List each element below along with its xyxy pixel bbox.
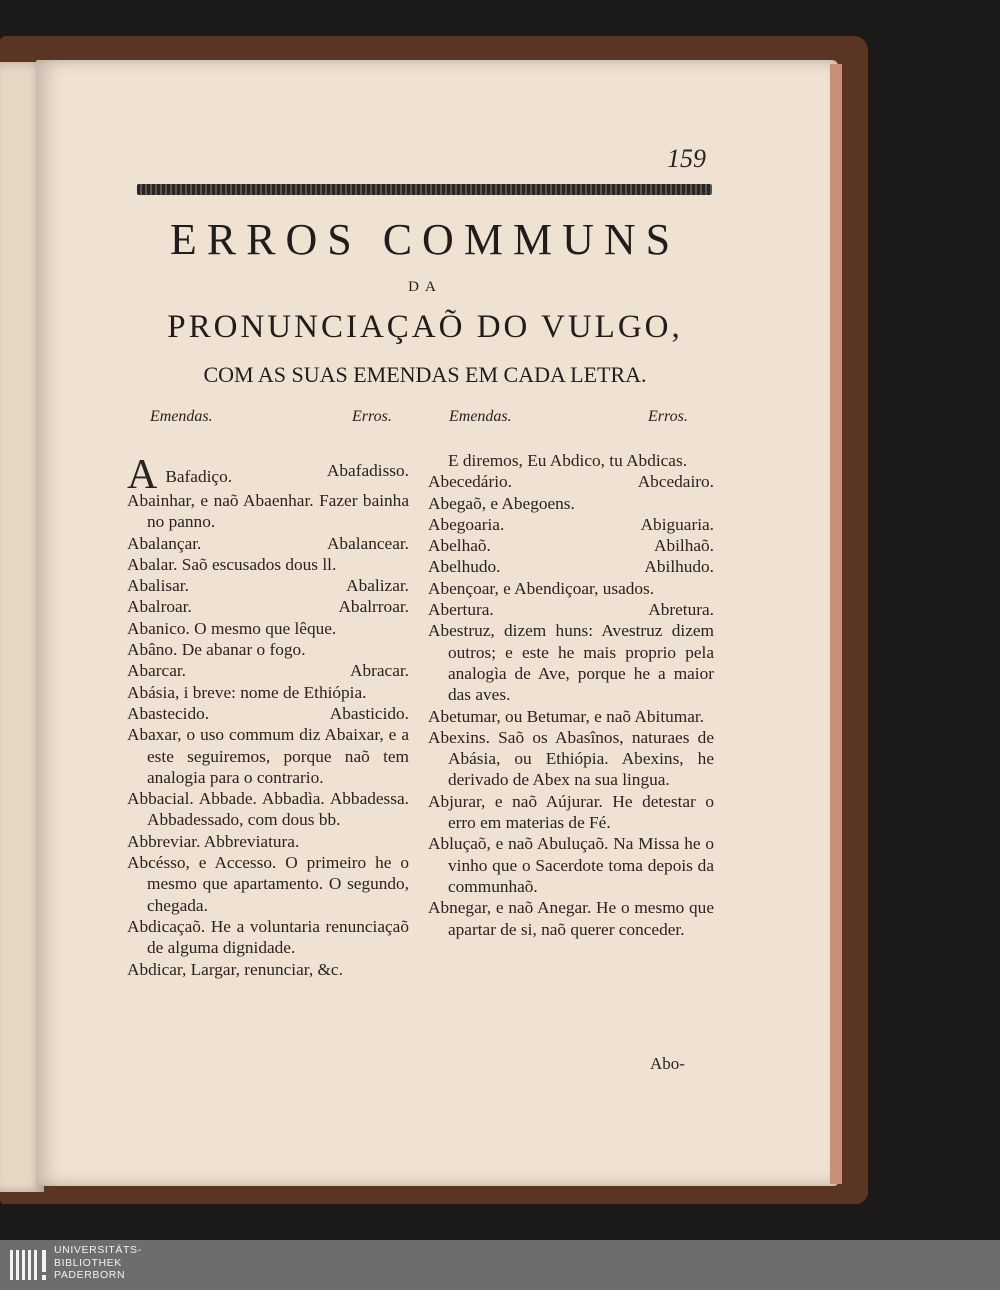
entry-pair — [127, 533, 409, 554]
entry-text: Abainhar, e naõ Abaenhar. Fazer bainha no panno. — [127, 491, 409, 532]
emenda-term: Abalroar. — [127, 597, 192, 617]
emenda-term: Abecedário. — [428, 472, 512, 492]
emenda-term: Abalançar. — [127, 533, 202, 553]
entry-text: Abnegar, e naõ Anegar. He o mesmo que apartar de si, naõ querer conceder. — [428, 898, 714, 939]
emenda-term: Abalisar. — [127, 576, 189, 596]
emenda-term: Abelhudo. — [428, 557, 501, 577]
entry-text: Abdicaçaõ. He a voluntaria renunciaçaõ de alguma dignidade. — [127, 916, 409, 958]
erro-term: Abalrroar. — [338, 597, 409, 617]
column-header-erros-left: Erros. — [352, 408, 392, 425]
entry-text: Abegaõ, e Abegoens. — [428, 493, 575, 513]
left-column — [127, 452, 409, 980]
entry-pair — [127, 660, 409, 681]
entry-text: Abbacial. Abbade. Abbadìa. Abbadessa. Abbadessado, com dous bb. — [127, 789, 409, 830]
column-header-emendas-left: Emendas. — [150, 408, 213, 425]
entry-pair — [127, 452, 409, 498]
entry-text: Abcésso, e Accesso. O primeiro he o mesmo que apartamento. O segundo, chegada. — [127, 853, 409, 915]
entry-pair — [428, 556, 714, 577]
entry-text: Abençoar, e Abendiçoar, usados. — [428, 578, 655, 598]
emenda-term: Abastecido. — [127, 703, 210, 723]
entry-text: Abluçaõ, e naõ Abuluçaõ. Na Missa he o vinho que o Sacerdote toma depois da communhaõ. — [428, 834, 714, 896]
page-edge — [830, 64, 842, 1184]
erro-term: Abalizar. — [346, 576, 409, 596]
erro-term: Abretura. — [648, 600, 714, 620]
erro-term: Abracar. — [349, 661, 409, 681]
erro-term: Abcedairo. — [637, 472, 714, 492]
erro-term: Abalancear. — [326, 533, 409, 553]
library-name-line-2: BIBLIOTHEK — [54, 1256, 122, 1269]
emenda-text: Bafadiço. — [165, 467, 233, 486]
entry-text: Abâno. De abanar o fogo. — [127, 640, 306, 660]
entry-pair — [428, 599, 714, 620]
erro-term: Abafadisso. — [326, 461, 409, 480]
entry-text: Abanico. O mesmo que lêque. — [127, 618, 337, 638]
entry-pair — [428, 535, 714, 556]
emenda-term: Abelhaõ. — [428, 536, 491, 556]
erro-term: Abilhaõ. — [654, 536, 714, 556]
entry-text: Abásia, i breve: nome de Ethiópia. — [127, 682, 367, 702]
title-line-3: PRONUNCIAÇAÕ DO VULGO, — [167, 309, 683, 345]
erro-term: Abiguaria. — [640, 514, 714, 534]
emenda-term: Abertura. — [428, 600, 494, 620]
emenda-term: Abegoaria. — [428, 514, 505, 534]
drop-cap: A — [127, 452, 158, 498]
entry-text: Abetumar, ou Betumar, e naõ Abitumar. — [428, 706, 705, 726]
entry-text: Abbreviar. Abbreviatura. — [127, 831, 300, 851]
library-name-line-3: PADERBORN — [54, 1269, 126, 1281]
right-column — [428, 450, 714, 940]
emenda-term: Abarcar. — [127, 661, 187, 681]
library-name — [54, 1244, 142, 1282]
entry-text: E diremos, Eu Abdico, tu Abdicas. — [448, 451, 688, 470]
entry-pair — [428, 471, 714, 492]
footer-bar — [0, 1240, 1000, 1290]
library-name-line-1: UNIVERSITÄTS- — [54, 1244, 142, 1256]
column-header-emendas-right: Emendas. — [449, 408, 512, 425]
entry-text: Abestruz, dizem huns: Avestruz dizem outros; e este he mais proprio pela analogìa de Ave, porque he a maior das aves. — [428, 621, 714, 705]
column-header-erros-right: Erros. — [648, 408, 688, 425]
entry-pair — [127, 596, 409, 617]
title-line-1: ERROS COMMUNS — [169, 215, 681, 264]
emenda-term — [127, 452, 233, 498]
library-logo-icon — [8, 1244, 50, 1286]
entry-text: Abdicar, Largar, renunciar, &c. — [127, 959, 343, 979]
entry-pair — [127, 575, 409, 596]
page-number: 159 — [667, 144, 706, 173]
entry-pair — [428, 514, 714, 535]
entry-text: Abalar. Saõ escusados dous ll. — [127, 554, 337, 574]
title-line-2: DA — [408, 279, 442, 295]
entry-text: Abexins. Saõ os Abasînos, naturaes de Abásia, ou Ethiópia. Abexins, he derivado de Abex na sua lingua. — [428, 727, 714, 790]
title-line-4: COM AS SUAS EMENDAS EM CADA LETRA. — [203, 362, 647, 387]
entry-text: Abjurar, e naõ Aújurar. He detestar o erro em materias de Fé. — [428, 791, 714, 833]
erro-term: Abilhudo. — [644, 557, 714, 577]
entry-pair — [127, 703, 409, 724]
erro-term: Abasticido. — [329, 703, 409, 723]
catchword: Abo- — [650, 1054, 685, 1073]
ornamental-rule — [137, 184, 712, 195]
entry-text: Abaxar, o uso commum diz Abaixar, e a este seguiremos, porque naõ tem analogia para o contrario. — [127, 725, 409, 787]
